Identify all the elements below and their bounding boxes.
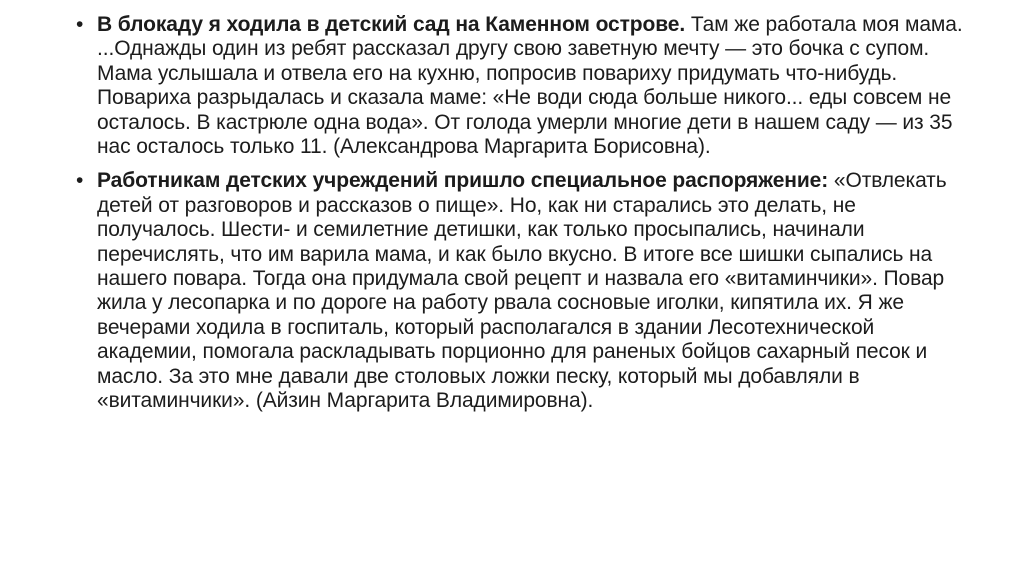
bullet-heading: Работникам детских учреждений пришло специальное распоряжение: (97, 169, 829, 193)
bullet-body: «Отвлекать детей от разговоров и рассказов о пище». Но, как ни старались это делать, не получалось. Шести- и семилетние детишки, как только просыпались, начинали перечислять, что им варила мама, и как было вкусно. В итоге все шишки сыпались на нашего повара. Тогда она придумала свой рецепт и назвала его «витаминчики». Повар жила у лесопарка и по дороге на работу рвала сосновые иголки, кипятила их. Я же вечерами ходила в госпиталь, который располагался в здании Лесотехнической академии, помогала раскладывать порционно для раненых бойцов сахарный песок и масло. За это мне давали две столовых ложки песку, который мы добавляли в «витаминчики». (Айзин Маргарита Владимировна). (97, 169, 947, 413)
bullet-icon: • (76, 13, 84, 36)
bullet-item-order (76, 169, 976, 413)
bullet-list (76, 13, 976, 414)
bullet-heading: В блокаду я ходила в детский сад на Каменном острове. (97, 13, 686, 36)
bullet-icon: • (76, 169, 84, 193)
bullet-body: Там же работала моя мама. ...Однажды один из ребят рассказал другу свою заветную мечту — это бочка с супом. Мама услышала и отвела его на кухню, попросив повариху придумать что-нибудь. Повариха разрыдалась и сказала маме: «Не води сюда больше никого... еды совсем не осталось. В кастрюле одна вода». От голода умерли многие дети в нашем саду — из 35 нас осталось только 11. (Александрова Маргарита Борисовна). (97, 13, 963, 159)
bullet-item-kindergarten (76, 13, 976, 159)
